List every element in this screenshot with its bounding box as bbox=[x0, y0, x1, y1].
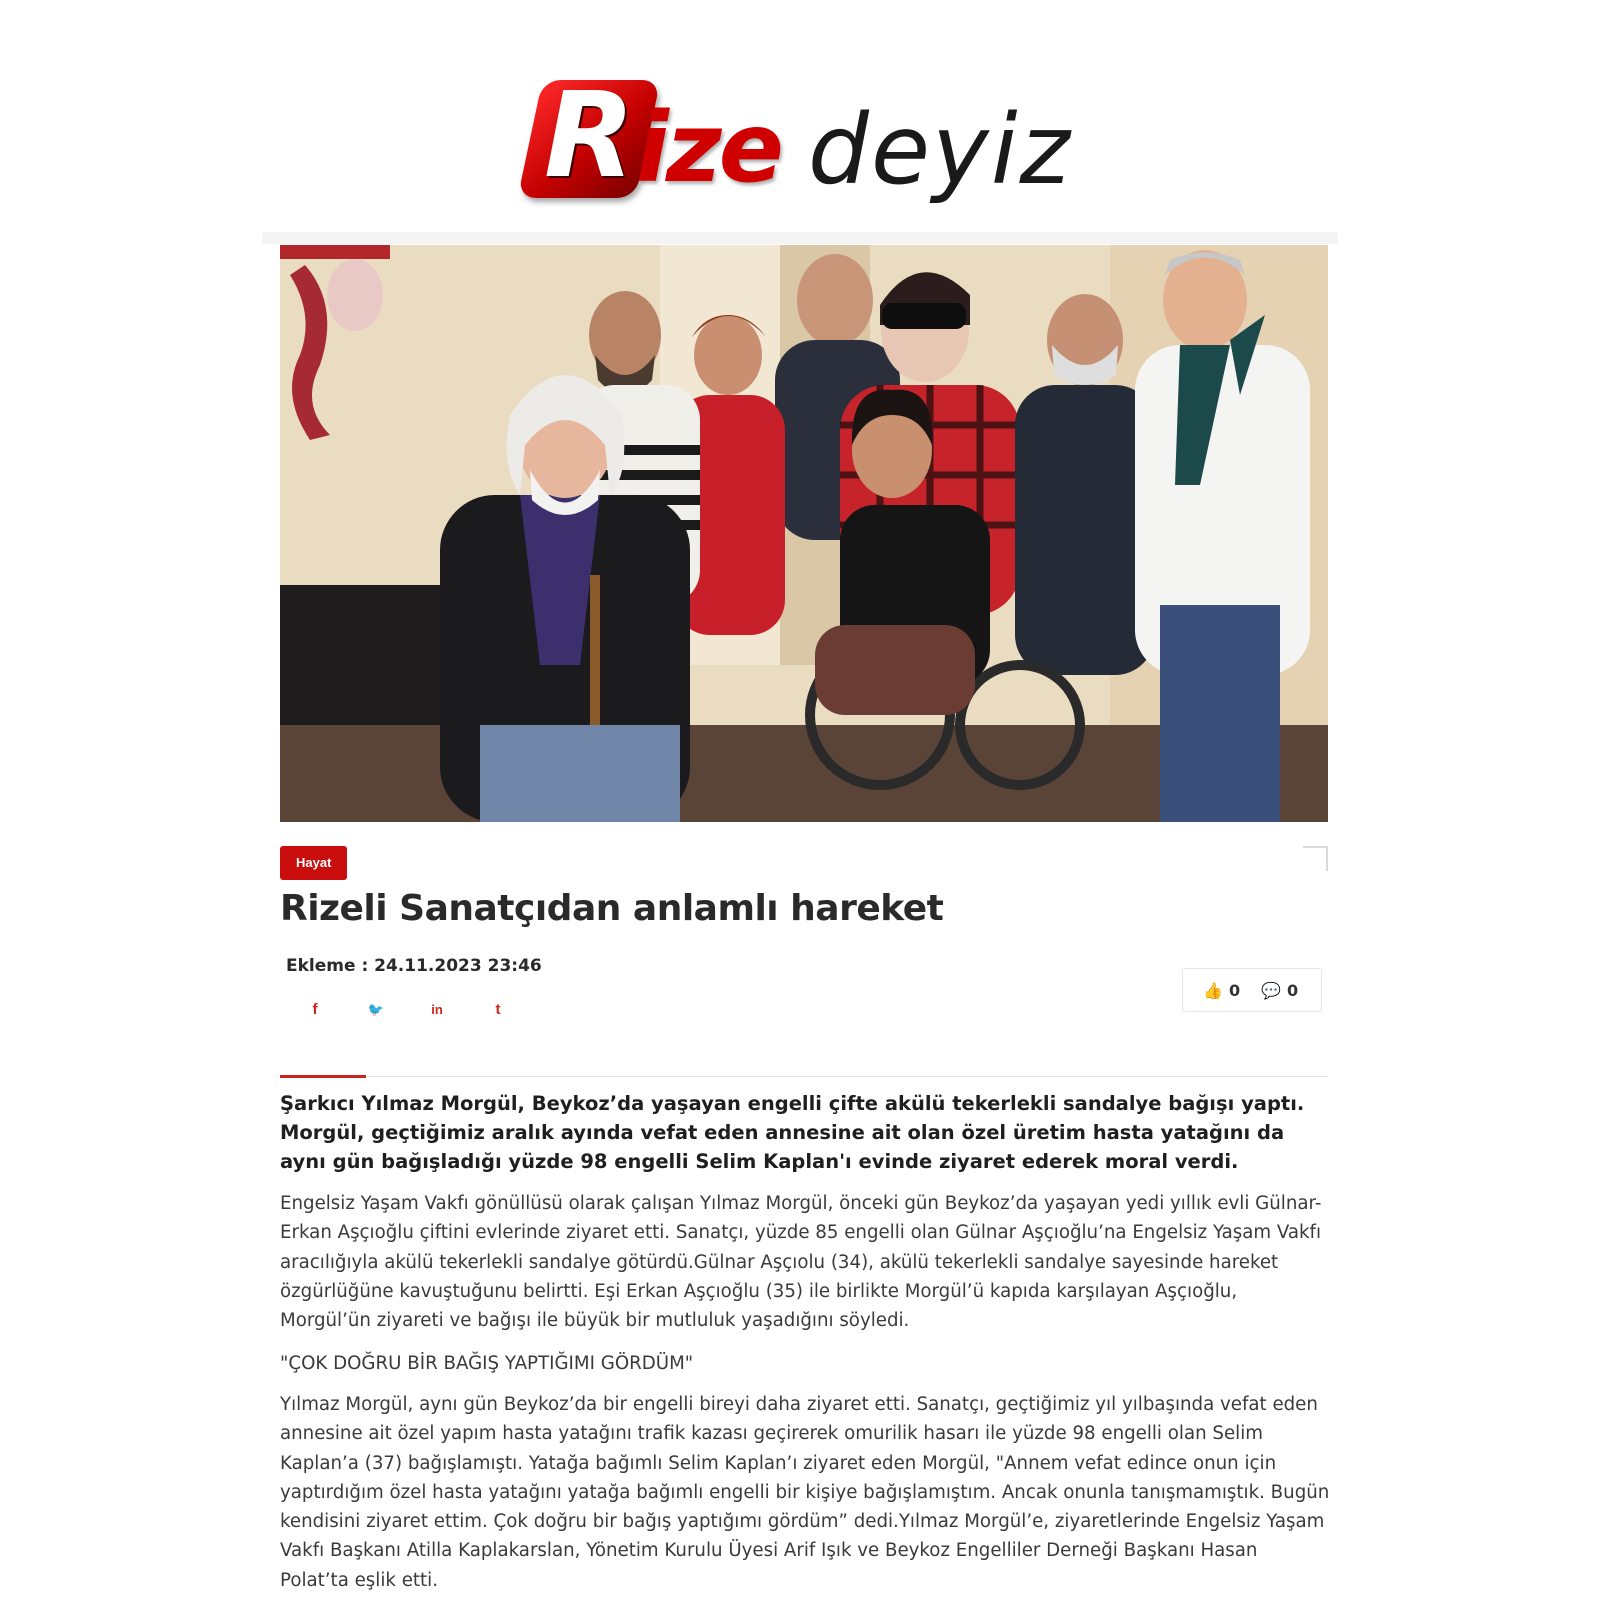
reaction-box bbox=[1182, 968, 1322, 1012]
like-button[interactable] bbox=[1203, 969, 1240, 1013]
article-paragraph: Engelsiz Yaşam Vakfı gönüllüsü olarak çalışan Yılmaz Morgül, önceki gün Beykoz’da yaşayan yedi yıllık evli Gülnar-Erkan Aşçıoğlu çiftini evlerinde ziyaret etti. Sanatçı, yüzde 85 engelli olan Gülnar Aşçıoğlu’na Engelsiz Yaşam Vakfı aracılığıyla akülü tekerlekli sandalye götürdü.Gülnar Aşçıolu (34), akülü tekerlekli sandalye sayesinde hareket özgürlüğüne kavuştuğunu belirtti. Eşi Erkan Aşçıoğlu (35) ile birlikte Morgül’ü kapıda karşılayan Aşçıoğlu, Morgül’ün ziyareti ve bağışı ile büyük bir mutluluk yaşadığını söyledi. bbox=[280, 1193, 1322, 1332]
tumblr-icon[interactable]: t bbox=[495, 1001, 501, 1018]
thumbs-up-icon: 👍 bbox=[1203, 981, 1223, 1000]
logo-letter-r: R bbox=[544, 66, 631, 204]
section-divider bbox=[280, 1076, 1328, 1077]
article-date: Ekleme : 24.11.2023 23:46 bbox=[286, 956, 542, 976]
like-count: 0 bbox=[1229, 981, 1241, 1000]
linkedin-icon[interactable]: in bbox=[431, 1002, 443, 1017]
facebook-icon[interactable]: f bbox=[312, 1001, 318, 1018]
content-frame-top bbox=[262, 232, 1338, 244]
comment-count: 0 bbox=[1287, 981, 1299, 1000]
section-divider-accent bbox=[280, 1075, 366, 1078]
site-header bbox=[0, 60, 1600, 210]
comment-icon: 💬 bbox=[1261, 981, 1281, 1000]
twitter-icon[interactable]: 🐦 bbox=[367, 1002, 385, 1017]
article-paragraph: Yılmaz Morgül, aynı gün Beykoz’da bir engelli bireyi daha ziyaret etti. Sanatçı, geçtiğimiz yıl yılbaşında vefat eden annesine ait özel yapım hasta yatağını trafik kazası geçirerek omurilik hasarı ile yüzde 98 engelli olan Selim Kaplan’a (37) bağışlamıştı. Yatağa bağımlı Selim Kaplan’ı ziyaret eden Morgül, "Annem vefat edince onun için yaptırdığım özel hasta yatağını yatağa bağımlı engelli bir kişiye bağışlamıştım. Ancak onunla tanışmamıştık. Bugün kendisini ziyaret ettim. Çok doğru bir bağış yaptığımı gördüm” dedi.Yılmaz Morgül’e, ziyaretlerinde Engelsiz Yaşam Vakfı Başkanı Atilla Kaplakarslan, Yönetim Kurulu Üyesi Arif Işık ve Beykoz Engelliler Derneği Başkanı Hasan Polat’ta eşlik etti. bbox=[280, 1394, 1330, 1591]
article-lead: Şarkıcı Yılmaz Morgül, Beykoz’da yaşayan engelli çifte akülü tekerlekli sandalye bağışı yaptı. Morgül, geçtiğimiz aralık ayında vefat eden annesine ait olan özel üretim hasta yatağını da aynı gün bağışladığı yüzde 98 engelli Selim Kaplan'ı evinde ziyaret ederek moral verdi. bbox=[280, 1092, 1305, 1173]
hero-photo-illustration bbox=[280, 245, 1328, 822]
article-hero-image[interactable] bbox=[280, 245, 1328, 822]
category-badge[interactable]: Hayat bbox=[280, 846, 347, 880]
site-logo[interactable] bbox=[530, 66, 1090, 210]
article-title: Rizeli Sanatçıdan anlamlı hareket bbox=[280, 888, 944, 929]
corner-decoration bbox=[1303, 846, 1328, 871]
article-subheading: "ÇOK DOĞRU BİR BAĞIŞ YAPTIĞIMI GÖRDÜM" bbox=[280, 1353, 694, 1374]
logo-text-deyiz: deyiz bbox=[808, 94, 1072, 206]
comment-button[interactable] bbox=[1261, 969, 1298, 1013]
logo-text-ize: ize bbox=[636, 92, 781, 204]
